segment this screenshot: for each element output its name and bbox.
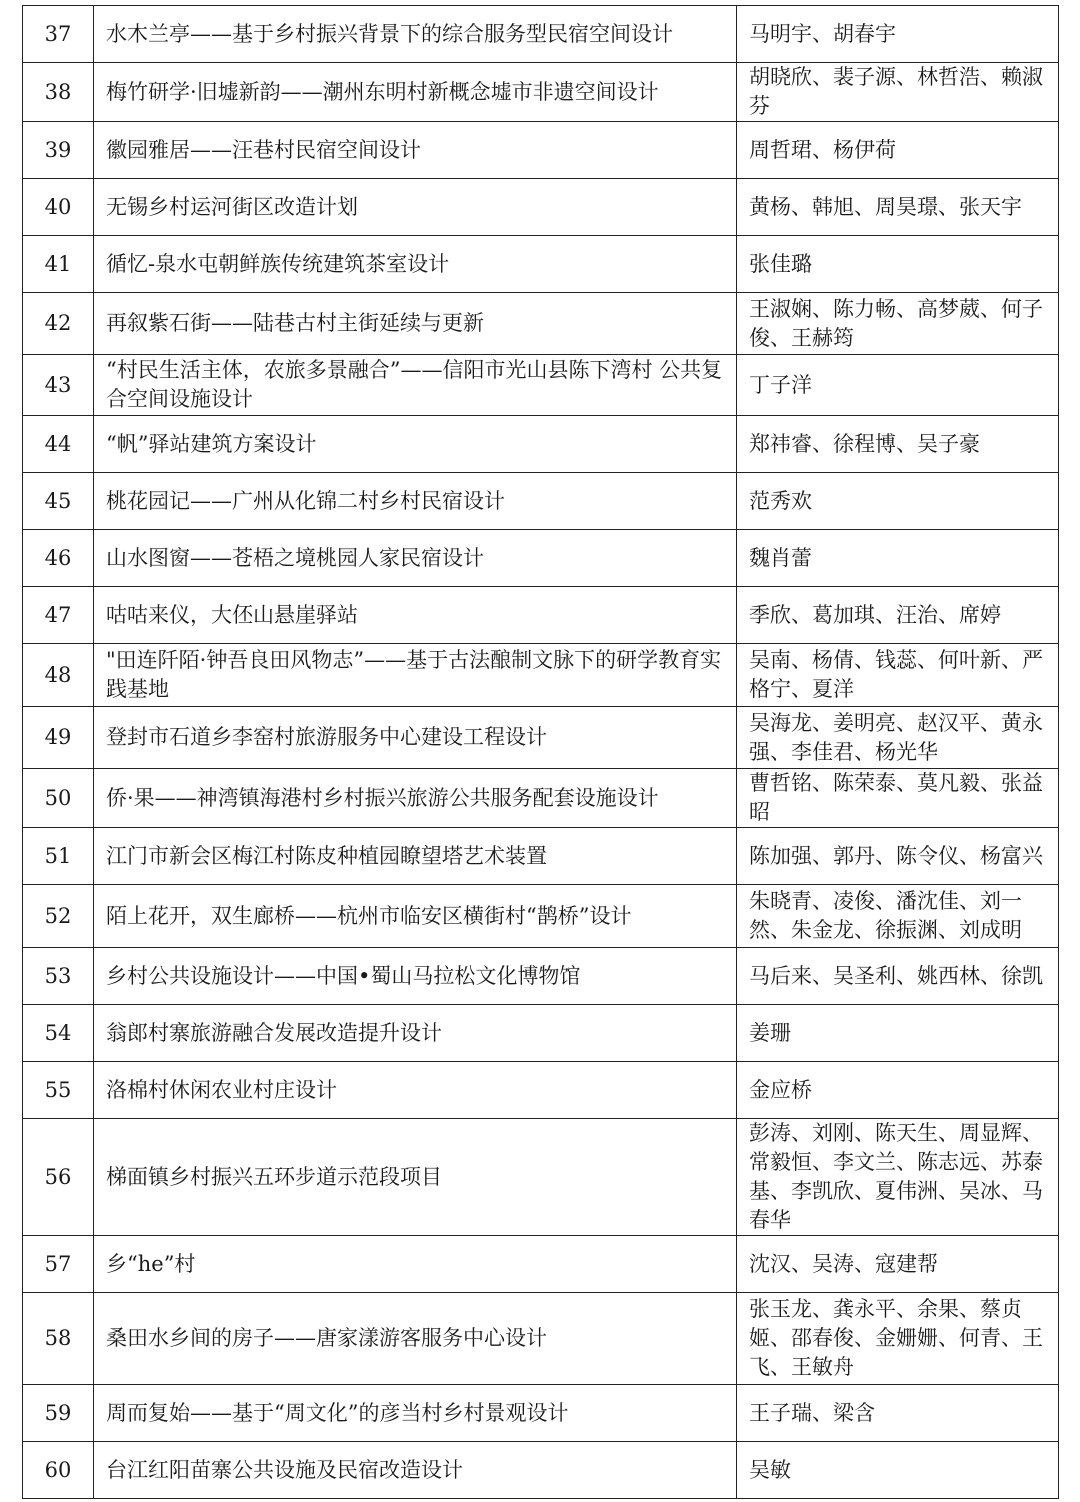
row-number: 42	[23, 293, 94, 355]
table-row	[23, 948, 1059, 1005]
project-authors: 范秀欢	[737, 473, 1059, 530]
row-number: 53	[23, 948, 94, 1005]
project-title: 侨·果——神湾镇海港村乡村振兴旅游公共服务配套设施设计	[94, 769, 737, 828]
table-row	[23, 473, 1059, 530]
row-number: 58	[23, 1293, 94, 1385]
project-title: 咕咕来仪，大伾山悬崖驿站	[94, 587, 737, 644]
row-number: 60	[23, 1442, 94, 1499]
project-title: 洛棉村休闲农业村庄设计	[94, 1062, 737, 1119]
table-row	[23, 707, 1059, 769]
project-title: 水木兰亭——基于乡村振兴背景下的综合服务型民宿空间设计	[94, 6, 737, 63]
project-authors: 姜珊	[737, 1005, 1059, 1062]
project-title: 山水图窗——苍梧之境桃园人家民宿设计	[94, 530, 737, 587]
project-title: 徽园雅居——汪巷村民宿空间设计	[94, 122, 737, 179]
project-authors: 沈汉、吴涛、寇建帮	[737, 1236, 1059, 1293]
project-authors: 魏肖蕾	[737, 530, 1059, 587]
project-authors: 吴海龙、姜明亮、赵汉平、黄永强、李佳君、杨光华	[737, 707, 1059, 769]
project-title: 翁郎村寨旅游融合发展改造提升设计	[94, 1005, 737, 1062]
row-number: 52	[23, 885, 94, 948]
row-number: 47	[23, 587, 94, 644]
table-row	[23, 1062, 1059, 1119]
project-authors: 曹哲铭、陈荣泰、莫凡毅、张益昭	[737, 769, 1059, 828]
table-row	[23, 885, 1059, 948]
table-row	[23, 1236, 1059, 1293]
row-number: 41	[23, 236, 94, 293]
project-authors: 郑祎睿、徐程博、吴子豪	[737, 416, 1059, 473]
table-row	[23, 355, 1059, 416]
project-authors: 王淑娴、陈力畅、高梦葳、何子俊、王赫筠	[737, 293, 1059, 355]
row-number: 51	[23, 828, 94, 885]
row-number: 43	[23, 355, 94, 416]
row-number: 37	[23, 6, 94, 63]
table-row	[23, 63, 1059, 122]
project-authors: 张玉龙、龚永平、余果、蔡贞姬、邵春俊、金姗姗、何青、王飞、王敏舟	[737, 1293, 1059, 1385]
table-row	[23, 416, 1059, 473]
table-row	[23, 644, 1059, 707]
row-number: 48	[23, 644, 94, 707]
table-row	[23, 293, 1059, 355]
row-number: 44	[23, 416, 94, 473]
project-title: 无锡乡村运河街区改造计划	[94, 179, 737, 236]
project-title: 循忆-泉水屯朝鲜族传统建筑茶室设计	[94, 236, 737, 293]
table-row	[23, 236, 1059, 293]
project-authors: 彭涛、刘刚、陈天生、周显辉、常毅恒、李文兰、陈志远、苏泰基、李凯欣、夏伟洲、吴冰、马春华	[737, 1119, 1059, 1236]
project-title: 梅竹研学·旧墟新韵——潮州东明村新概念墟市非遗空间设计	[94, 63, 737, 122]
table-row	[23, 1119, 1059, 1236]
project-authors: 季欣、葛加琪、汪治、席婷	[737, 587, 1059, 644]
table-row	[23, 6, 1059, 63]
project-title: 登封市石道乡李窑村旅游服务中心建设工程设计	[94, 707, 737, 769]
table-row	[23, 1385, 1059, 1442]
project-title: “村民生活主体，农旅多景融合”——信阳市光山县陈下湾村 公共复合空间设施设计	[94, 355, 737, 416]
project-title: “帆”驿站建筑方案设计	[94, 416, 737, 473]
row-number: 39	[23, 122, 94, 179]
project-title: 台江红阳苗寨公共设施及民宿改造设计	[94, 1442, 737, 1499]
row-number: 49	[23, 707, 94, 769]
project-title: 陌上花开，双生廊桥——杭州市临安区横街村“鹊桥”设计	[94, 885, 737, 948]
row-number: 46	[23, 530, 94, 587]
project-title: 桑田水乡间的房子——唐家漾游客服务中心设计	[94, 1293, 737, 1385]
row-number: 56	[23, 1119, 94, 1236]
project-title: 再叙紫石街——陆巷古村主街延续与更新	[94, 293, 737, 355]
project-list-table	[22, 5, 1059, 1499]
row-number: 59	[23, 1385, 94, 1442]
table-row	[23, 1005, 1059, 1062]
project-authors: 丁子洋	[737, 355, 1059, 416]
table-row	[23, 179, 1059, 236]
project-title: "田连阡陌·钟吾良田风物志”——基于古法酿制文脉下的研学教育实践基地	[94, 644, 737, 707]
row-number: 57	[23, 1236, 94, 1293]
table-row	[23, 1442, 1059, 1499]
project-authors: 朱晓青、凌俊、潘沈佳、刘一然、朱金龙、徐振渊、刘成明	[737, 885, 1059, 948]
project-list-table-container	[22, 5, 1058, 1499]
project-authors: 吴南、杨倩、钱蕊、何叶新、严格宁、夏洋	[737, 644, 1059, 707]
table-row	[23, 769, 1059, 828]
project-authors: 王子瑞、梁含	[737, 1385, 1059, 1442]
project-title: 梯面镇乡村振兴五环步道示范段项目	[94, 1119, 737, 1236]
project-title: 乡村公共设施设计——中国•蜀山马拉松文化博物馆	[94, 948, 737, 1005]
project-authors: 张佳璐	[737, 236, 1059, 293]
project-authors: 黄杨、韩旭、周昊璟、张天宇	[737, 179, 1059, 236]
row-number: 38	[23, 63, 94, 122]
project-title: 江门市新会区梅江村陈皮种植园瞭望塔艺术装置	[94, 828, 737, 885]
table-row	[23, 122, 1059, 179]
project-authors: 陈加强、郭丹、陈令仪、杨富兴	[737, 828, 1059, 885]
row-number: 40	[23, 179, 94, 236]
table-row	[23, 530, 1059, 587]
project-title: 乡“he”村	[94, 1236, 737, 1293]
project-authors: 金应桥	[737, 1062, 1059, 1119]
project-authors: 马明宇、胡春宇	[737, 6, 1059, 63]
row-number: 50	[23, 769, 94, 828]
project-authors: 周哲珺、杨伊荷	[737, 122, 1059, 179]
project-authors: 马后来、吴圣利、姚西林、徐凯	[737, 948, 1059, 1005]
table-row	[23, 587, 1059, 644]
table-body	[23, 6, 1059, 1499]
project-authors: 吴敏	[737, 1442, 1059, 1499]
row-number: 45	[23, 473, 94, 530]
project-authors: 胡晓欣、裴子源、林哲浩、赖淑芬	[737, 63, 1059, 122]
row-number: 55	[23, 1062, 94, 1119]
table-row	[23, 828, 1059, 885]
row-number: 54	[23, 1005, 94, 1062]
project-title: 桃花园记——广州从化锦二村乡村民宿设计	[94, 473, 737, 530]
table-row	[23, 1293, 1059, 1385]
project-title: 周而复始——基于“周文化”的彦当村乡村景观设计	[94, 1385, 737, 1442]
